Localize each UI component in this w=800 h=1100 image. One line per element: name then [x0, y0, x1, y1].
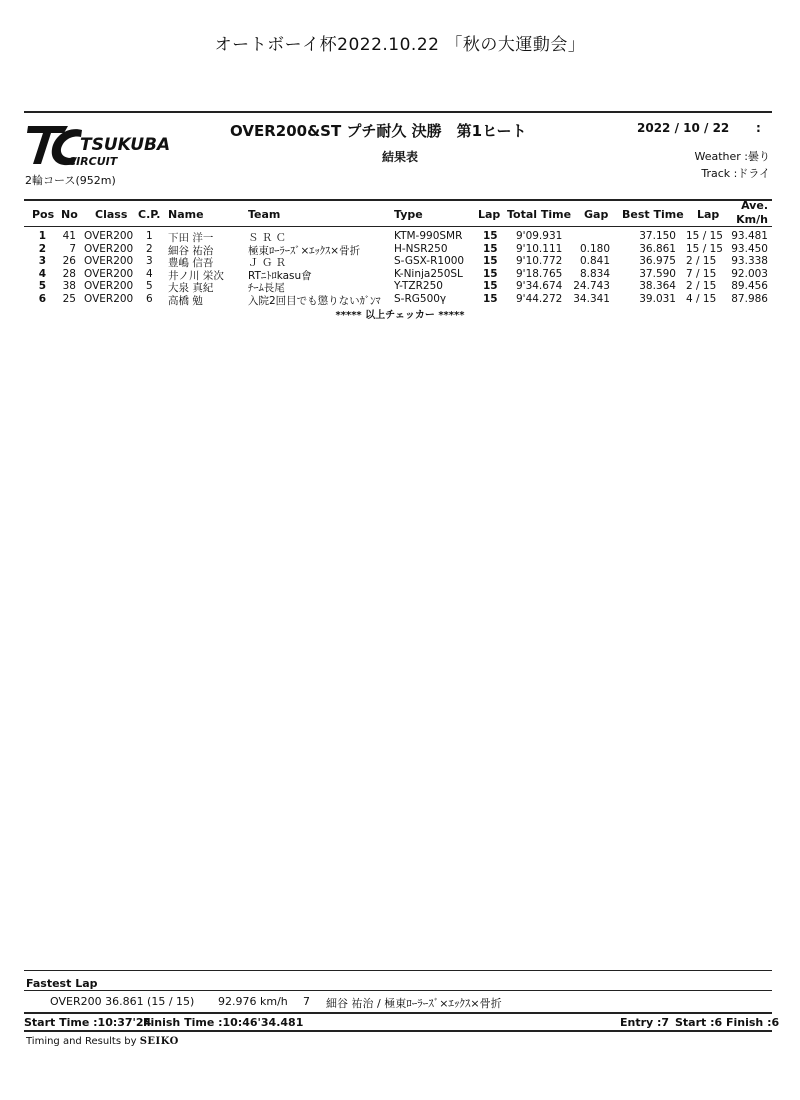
row-5-best: 38.364: [639, 280, 676, 293]
fastest-lap-label: Fastest Lap: [26, 977, 98, 990]
header-rule: [24, 111, 772, 113]
row-3-gap: 0.841: [579, 255, 610, 268]
row-4-class: OVER200: [84, 267, 134, 280]
row-6-total: 9'44.272: [516, 293, 563, 305]
row-3-ave: 93.338: [731, 255, 768, 268]
table-header-rule: [24, 226, 772, 227]
row-4-best: 37.590: [639, 267, 676, 280]
header-lap: Lap: [478, 208, 501, 221]
finish-count: Finish :6: [726, 1016, 780, 1029]
race-title: OVER200&ST プチ耐久 決勝 第1ヒート: [230, 122, 527, 140]
row-5-ave: 89.456: [731, 280, 768, 293]
race-date: 2022 / 10 / 22: [637, 121, 730, 135]
row-3-name: 豊嶋 信吾: [168, 257, 214, 270]
row-4-cp: 4: [146, 267, 153, 280]
header-ave: Ave.: [741, 199, 768, 212]
row-4-ave: 92.003: [731, 267, 768, 280]
table-top-rule: [24, 199, 772, 201]
row-3-type: S-GSX-R1000: [394, 255, 465, 268]
fastest-lap-rider: 細谷 祐治 / 極東ﾛｰﾗｰｽﾞ×ｴｯｸｽ×骨折: [326, 997, 502, 1010]
document-heading: オートボーイ杯2022.10.22 「秋の大運動会」: [214, 35, 586, 55]
logo-line2: CIRCUIT: [68, 155, 118, 168]
header-type: Type: [394, 208, 423, 221]
row-5-team: ﾁｰﾑ長尾: [248, 282, 285, 295]
row-6-name: 高橋 勉: [168, 295, 203, 307]
header-best-lap: Lap: [697, 208, 720, 221]
row-3-cp: 3: [146, 255, 153, 268]
course-name: 2輪コース(952m): [25, 174, 116, 187]
header-best-time: Best Time: [622, 208, 684, 221]
row-6-cp: 6: [146, 293, 153, 305]
row-5-name: 大泉 真紀: [168, 282, 214, 295]
row-1-lap: 15: [483, 230, 498, 242]
row-5-gap: 24.743: [573, 280, 610, 293]
row-5-best-lap: 2 / 15: [686, 280, 717, 293]
header-no: No: [61, 208, 78, 221]
header-team: Team: [248, 208, 281, 221]
row-3-lap: 15: [483, 255, 498, 268]
logo-line1: TSUKUBA: [80, 135, 171, 155]
row-2-name: 細谷 祐治: [168, 244, 214, 257]
row-3-pos: 3: [38, 255, 46, 268]
row-5-type: Y-TZR250: [394, 280, 443, 293]
row-2-lap: 15: [483, 242, 498, 255]
entry-count: Entry :7: [620, 1016, 670, 1029]
row-4-total: 9'18.765: [516, 267, 563, 280]
row-4-name: 井ノ川 栄次: [168, 269, 224, 282]
header-class: Class: [95, 208, 128, 221]
row-2-class: OVER200: [84, 242, 134, 255]
row-2-ave: 93.450: [731, 242, 768, 255]
row-4-lap: 15: [483, 267, 498, 280]
row-2-team: 極東ﾛｰﾗｰｽﾞ×ｴｯｸｽ×骨折: [248, 244, 361, 257]
header-cp: C.P.: [138, 208, 161, 221]
row-3-best-lap: 2 / 15: [686, 255, 717, 268]
row-1-best-lap: 15 / 15: [686, 230, 723, 242]
footer-top-rule: [24, 970, 772, 971]
row-3-class: OVER200: [84, 255, 134, 268]
row-2-no: 7: [69, 242, 76, 255]
row-1-team: Ｓ Ｒ Ｃ: [248, 232, 287, 244]
fastest-lap-number: 7: [303, 995, 310, 1008]
weather-info: Weather :曇り: [694, 150, 770, 163]
row-6-best-lap: 4 / 15: [686, 293, 717, 305]
header-gap: Gap: [584, 208, 609, 221]
row-3-team: Ｊ Ｇ Ｒ: [248, 257, 287, 270]
seiko-logo: SEIKO: [139, 1036, 179, 1047]
row-6-lap: 15: [483, 293, 498, 305]
row-5-no: 38: [62, 280, 76, 293]
fastest-lap-speed: 92.976 km/h: [218, 995, 288, 1008]
row-6-pos: 6: [38, 293, 46, 305]
row-3-no: 26: [62, 255, 76, 268]
start-time: Start Time :10:37'24: [24, 1016, 152, 1029]
row-6-no: 25: [62, 293, 76, 305]
row-4-no: 28: [62, 267, 76, 280]
race-time: :: [756, 121, 761, 135]
row-6-best: 39.031: [639, 293, 676, 305]
row-4-pos: 4: [38, 267, 46, 280]
row-1-total: 9'09.931: [516, 230, 563, 242]
row-1-cp: 1: [146, 230, 153, 242]
row-1-type: KTM-990SMR: [394, 230, 463, 242]
header-pos: Pos: [32, 208, 55, 221]
row-5-lap: 15: [483, 280, 498, 293]
row-5-cp: 5: [146, 280, 153, 293]
row-1-class: OVER200: [84, 230, 134, 242]
row-2-best: 36.861: [639, 242, 676, 255]
row-6-type: S-RG500γ: [394, 293, 447, 305]
row-2-best-lap: 15 / 15: [686, 242, 723, 255]
checker-note: ***** 以上チェッカー *****: [335, 310, 465, 321]
results-title: 結果表: [381, 150, 418, 164]
fastest-lap-time: OVER200 36.861 (15 / 15): [50, 995, 195, 1008]
header-total-time: Total Time: [507, 208, 572, 221]
timing-credit: [26, 1036, 179, 1047]
row-1-ave: 93.481: [731, 230, 768, 242]
row-3-total: 9'10.772: [516, 255, 563, 268]
times-bottom-rule: [24, 1030, 772, 1032]
header-kmh: Km/h: [736, 213, 768, 226]
row-2-total: 9'10.111: [516, 242, 563, 255]
row-4-gap: 8.834: [579, 267, 610, 280]
row-2-gap: 0.180: [579, 242, 610, 255]
row-2-pos: 2: [38, 242, 46, 255]
row-1-pos: 1: [38, 230, 46, 242]
credit-prefix: Timing and Results by: [26, 1036, 137, 1047]
row-4-best-lap: 7 / 15: [686, 267, 717, 280]
row-4-team: RTﾆﾄﾛkasu會: [248, 269, 312, 282]
row-1-no: 41: [62, 230, 76, 242]
times-top-rule: [24, 1012, 772, 1014]
fastest-lap-rule: [24, 990, 772, 991]
row-2-type: H-NSR250: [394, 242, 448, 255]
row-1-name: 下田 洋一: [168, 232, 214, 244]
start-count: Start :6: [675, 1016, 723, 1029]
row-5-class: OVER200: [84, 280, 134, 293]
row-3-best: 36.975: [639, 255, 676, 268]
row-4-type: K-Ninja250SL: [394, 267, 463, 280]
row-6-gap: 34.341: [573, 293, 610, 305]
header-name: Name: [168, 208, 204, 221]
row-6-ave: 87.986: [731, 293, 768, 305]
track-info: Track :ドライ: [701, 167, 770, 180]
row-5-pos: 5: [38, 280, 46, 293]
row-6-team: 入院2回目でも懲りないｶﾞﾝﾏ: [248, 295, 381, 307]
row-2-cp: 2: [146, 242, 153, 255]
row-5-total: 9'34.674: [516, 280, 563, 293]
finish-time: Finish Time :10:46'34.481: [143, 1016, 304, 1029]
row-1-best: 37.150: [639, 230, 676, 242]
row-6-class: OVER200: [84, 293, 134, 305]
